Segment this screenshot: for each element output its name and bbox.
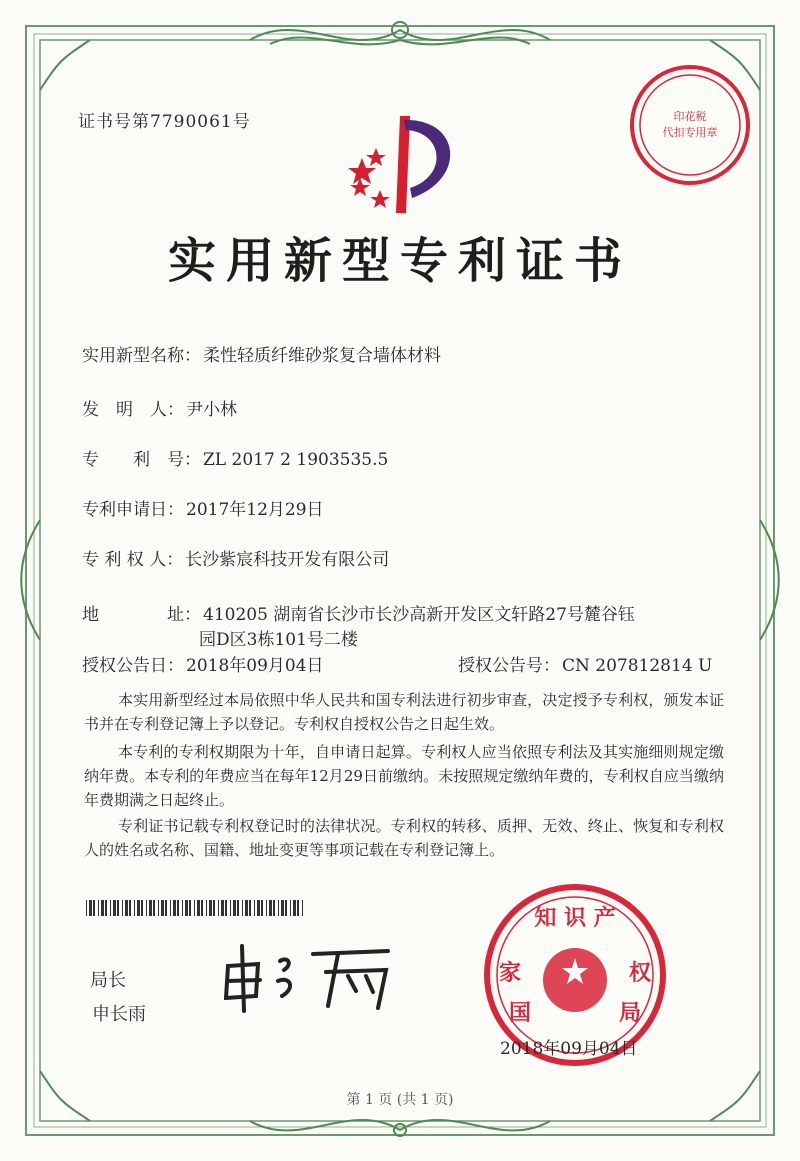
seal-date: 2018年09月04日 bbox=[500, 1039, 638, 1059]
certificate-title: 实用新型专利证书 bbox=[167, 233, 632, 289]
field-label: 专 利 权 人： bbox=[82, 550, 184, 570]
field-value: 尹小林 bbox=[186, 400, 237, 420]
svg-text:局: 局 bbox=[618, 1001, 642, 1026]
field-label: 实用新型名称： bbox=[82, 346, 201, 366]
field-grant-number bbox=[458, 651, 712, 676]
svg-text:知 识 产: 知 识 产 bbox=[534, 906, 616, 931]
svg-text:代扣专用章: 代扣专用章 bbox=[662, 126, 718, 139]
director-title: 局长 bbox=[90, 970, 126, 991]
page-number: 第 1 页 (共 1 页) bbox=[346, 1092, 454, 1108]
field-value: 410205 湖南省长沙市长沙高新开发区文轩路27号麓谷钰 bbox=[203, 605, 635, 625]
field-filing-date bbox=[82, 495, 324, 520]
field-value: 柔性轻质纤维砂浆复合墙体材料 bbox=[203, 346, 441, 366]
field-value: CN 207812814 U bbox=[562, 656, 713, 676]
svg-text:国: 国 bbox=[508, 1001, 532, 1026]
field-label: 专 利 号： bbox=[82, 450, 201, 470]
field-address bbox=[82, 600, 635, 625]
field-patent-number bbox=[82, 445, 388, 470]
paragraph-term: 本专利的专利权期限为十年，自申请日起算。专利权人应当依照专利法及其实施细则规定缴纳年费。本专利的年费应当在每年12月29日前缴纳。未按照规定缴纳年费的，专利权自应当缴纳年费期满之日起终止。 bbox=[84, 743, 724, 809]
field-value: 2017年12月29日 bbox=[186, 500, 324, 520]
handwritten-signature bbox=[218, 936, 398, 1016]
svg-text:印花税: 印花税 bbox=[673, 110, 707, 123]
paragraph-grant: 本实用新型经过本局依照中华人民共和国专利法进行初步审查，决定授予专利权，颁发本证书并在专利登记簿上予以登记。专利权自授权公告之日起生效。 bbox=[84, 691, 724, 733]
field-value: 2018年09月04日 bbox=[186, 656, 324, 676]
field-label: 授权公告日： bbox=[82, 656, 184, 676]
field-grant-date bbox=[82, 651, 324, 676]
field-label: 地 址： bbox=[82, 605, 201, 625]
paragraph-legal-status: 专利证书记载专利权登记时的法律状况。专利权的转移、质押、无效、终止、恢复和专利权人的姓名或名称、国籍、地址变更等事项记载在专利登记簿上。 bbox=[84, 817, 724, 859]
field-value: 长沙紫宸科技开发有限公司 bbox=[185, 550, 390, 570]
field-patentee bbox=[82, 545, 389, 570]
field-inventor bbox=[82, 395, 237, 420]
field-label: 专利申请日： bbox=[82, 500, 184, 520]
svg-text:家: 家 bbox=[498, 961, 522, 986]
field-utility-model-name bbox=[82, 341, 441, 366]
certificate-number: 证书号第7790061号 bbox=[78, 112, 251, 132]
field-label: 授权公告号： bbox=[458, 656, 560, 676]
director-name: 申长雨 bbox=[92, 1004, 146, 1025]
field-label: 发 明 人： bbox=[82, 400, 184, 420]
address-line-2: 园D区3栋101号二楼 bbox=[199, 630, 358, 650]
barcode bbox=[86, 900, 306, 916]
field-value: ZL 2017 2 1903535.5 bbox=[203, 450, 389, 470]
svg-text:权: 权 bbox=[628, 961, 652, 986]
patent-office-logo bbox=[340, 108, 470, 218]
tax-stamp-seal bbox=[625, 60, 755, 190]
